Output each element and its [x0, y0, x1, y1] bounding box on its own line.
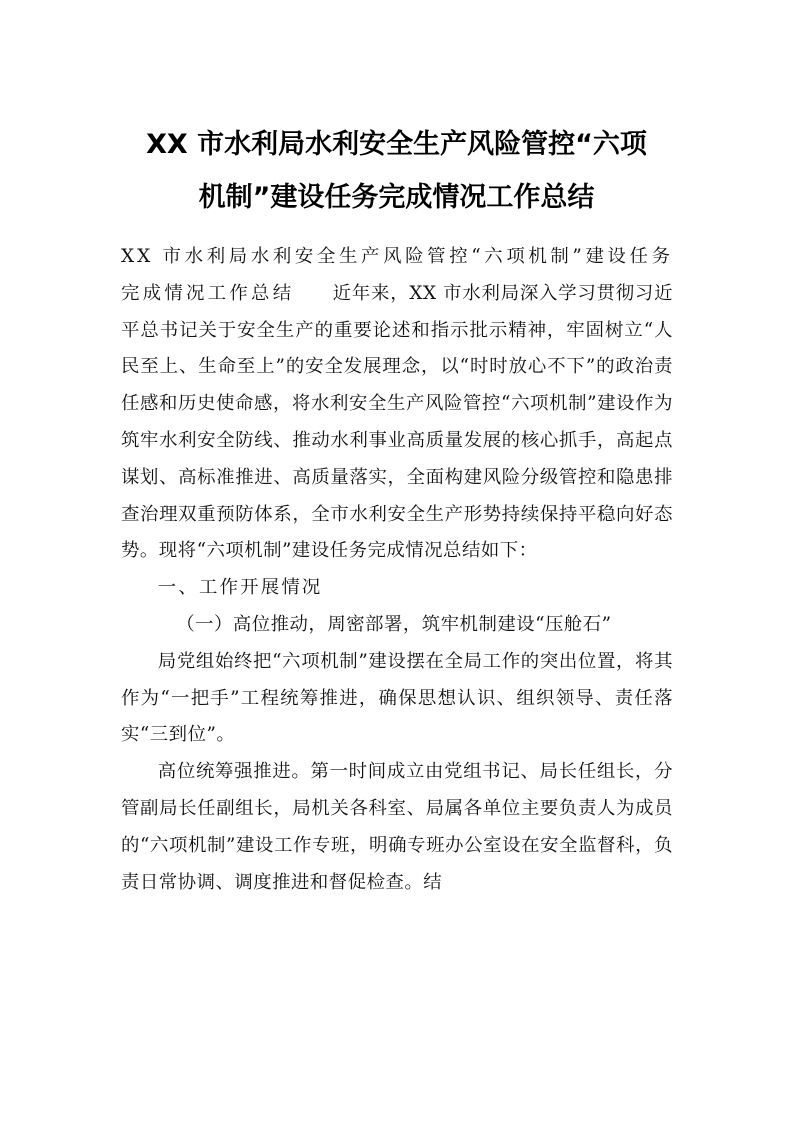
- document-body: [121, 239, 673, 901]
- body-paragraph-2: 高位统筹强推进。第一时间成立由党组书记、局长任组长，分管副局长任副组长，局机关各科室、局属各单位主要负责人为成员的“六项机制”建设工作专班，明确专班办公室设在安全监督科，负责日常协调、调度推进和督促检查。结: [121, 761, 673, 893]
- document-title: [100, 118, 693, 224]
- intro-paragraph: [121, 239, 673, 570]
- intro-title: XX 市水利局水利安全生产风险管控“六项机制”建设任务完成情况工作总结: [121, 246, 673, 304]
- body-paragraph-1: 局党组始终把“六项机制”建设摆在全局工作的突出位置，将其作为“一把手”工程统筹推进，确保思想认识、组织领导、责任落实“三到位”。: [121, 650, 673, 746]
- section-heading: 一、工作开展情况: [157, 577, 323, 599]
- title-line-2: 机制”建设任务完成情况工作总结: [198, 182, 595, 213]
- intro-body: 近年来，XX 市水利局深入学习贯彻习近平总书记关于安全生产的重要论述和指示批示精神，牢固树立“人民至上、生命至上”的安全发展理念，以“时时放心不下”的政治责任感和历史使命感，将水利安全生产风险管控“六项机制”建设作为筑牢水利安全防线、推动水利事业高质量发展的核心抓手，高起点谋划、高标准推进、高质量落实，全面构建风险分级管控和隐患排查治理双重预防体系，全市水利安全生产形势持续保持平稳向好态势。现将“六项机制”建设任务完成情况总结如下：: [121, 282, 673, 562]
- title-line-1: XX 市水利局水利安全生产风险管控“六项: [146, 129, 647, 160]
- subsection-heading: （一）高位推动，周密部署，筑牢机制建设“压舱石”: [176, 613, 612, 635]
